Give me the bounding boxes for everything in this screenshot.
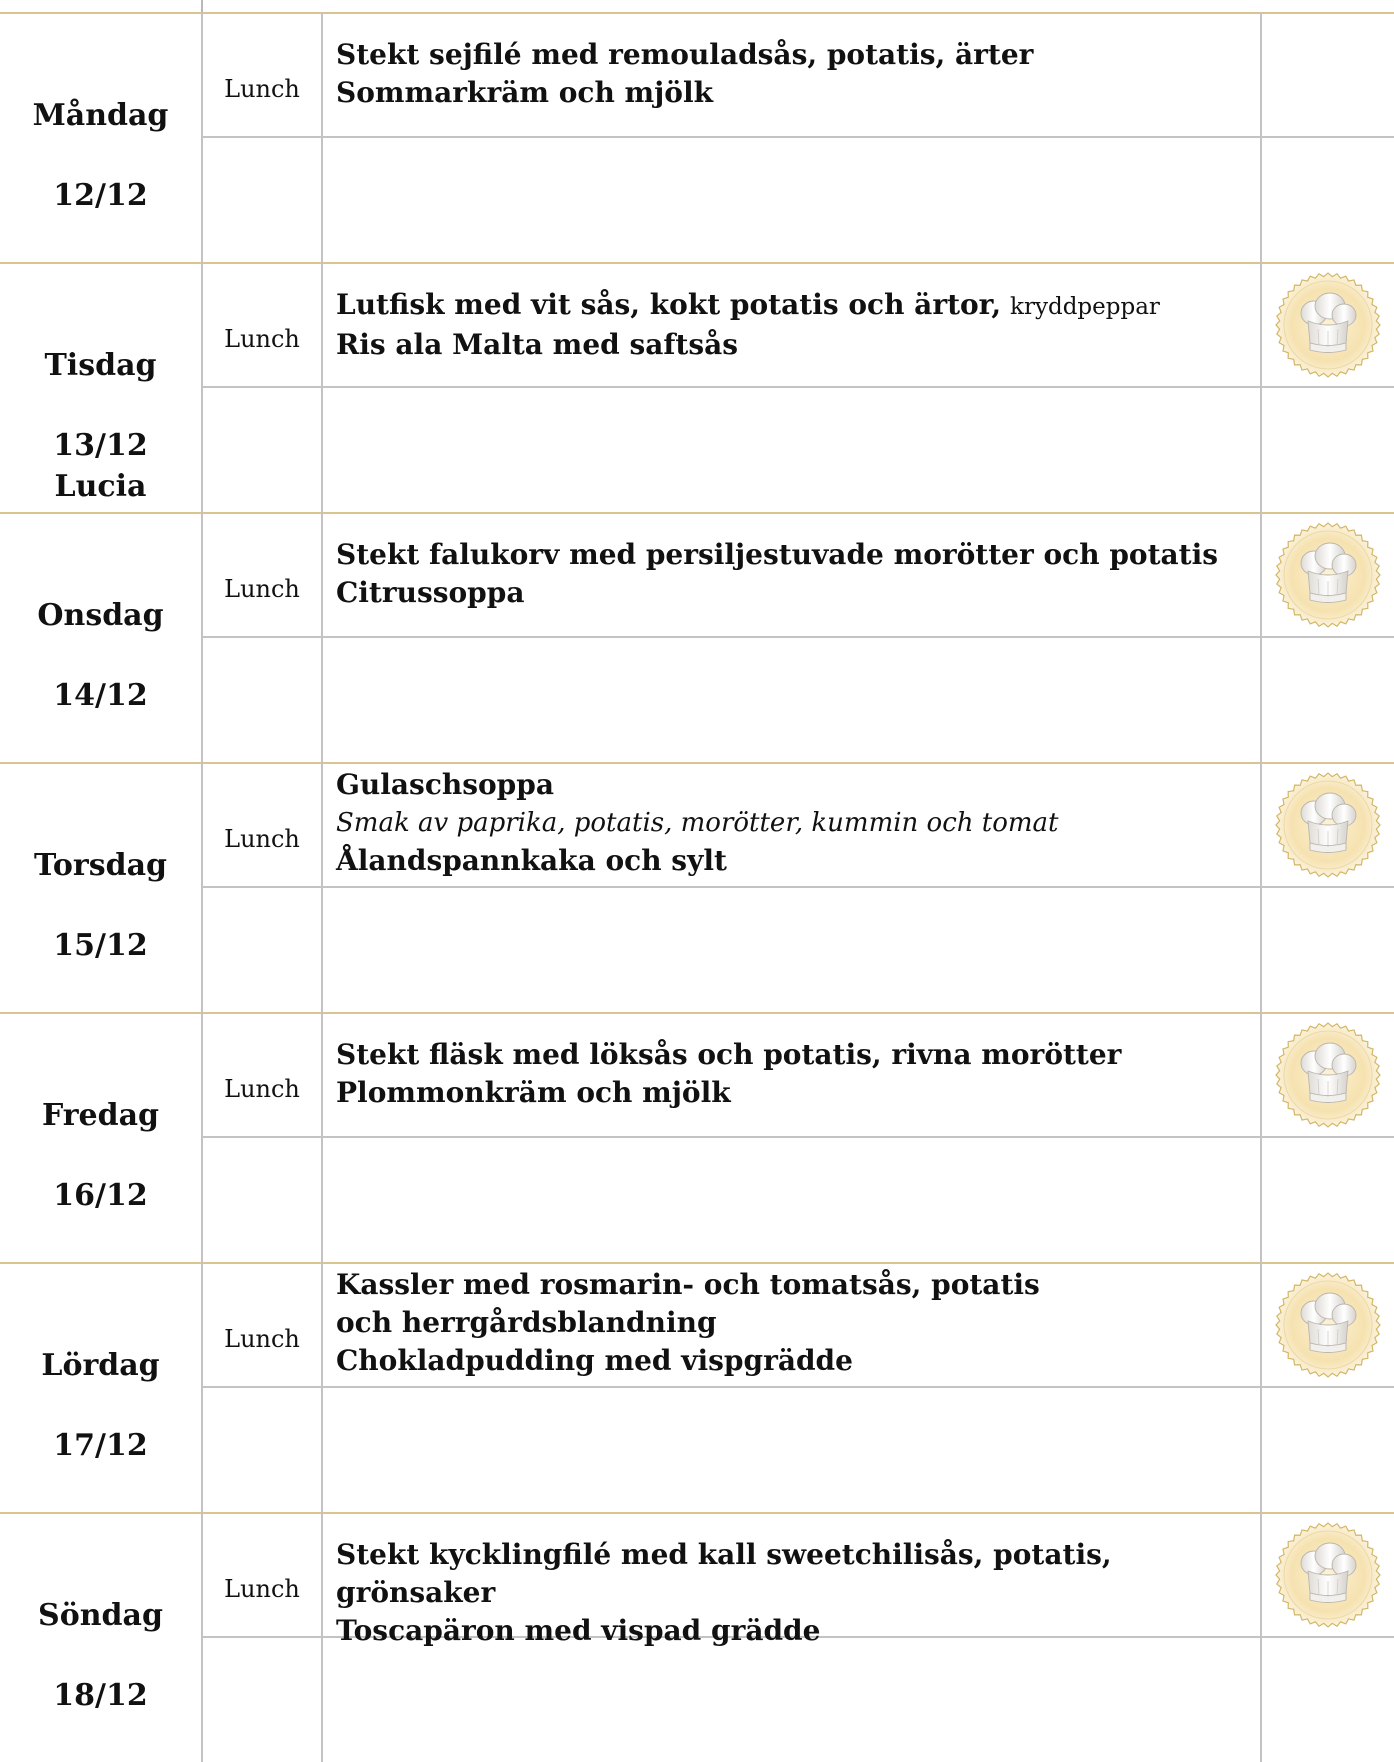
dish-list [336, 766, 1256, 880]
dish-list [336, 36, 1256, 112]
meal-label: Lunch [224, 1325, 300, 1353]
dish-main: Kassler med rosmarin- och tomatsås, potatis och herrgårdsblandning [336, 1268, 1040, 1339]
dish-main: Stekt sejfilé med remouladsås, potatis, ärter [336, 38, 1034, 71]
day-event: Lucia [54, 469, 147, 504]
day-block-fredag [0, 1012, 1394, 1262]
dish-main: Stekt fläsk med löksås och potatis, rivna morötter [336, 1038, 1122, 1071]
day-name: Lördag [41, 1348, 160, 1383]
day-block-torsdag [0, 762, 1394, 1012]
dish-dessert: Sommarkräm och mjölk [336, 76, 714, 109]
day-name: Måndag [32, 98, 169, 133]
day-separator [0, 12, 1394, 14]
grid-line [201, 886, 1394, 888]
day-name: Fredag [41, 1098, 160, 1133]
date-text: 13/12 [53, 428, 148, 463]
dish-main: Stekt falukorv med persiljestuvade morötter och potatis [336, 538, 1218, 571]
chef-hat-seal-icon [1274, 771, 1382, 879]
dish-description: Smak av paprika, potatis, morötter, kummin och tomat [336, 808, 1059, 838]
dish-main: Gulaschsoppa [336, 768, 554, 801]
dish-dessert: Ris ala Malta med saftsås [336, 328, 739, 361]
date-text: 16/12 [53, 1178, 148, 1213]
day-date [0, 675, 201, 716]
grid-line [201, 636, 1394, 638]
dish-note: kryddpeppar [1010, 294, 1160, 320]
day-date [0, 1425, 201, 1466]
grid-line [201, 1136, 1394, 1138]
day-name: Tisdag [44, 348, 157, 383]
day-date [0, 425, 201, 507]
dish-main: Lutfisk med vit sås, kokt potatis och ärtor, [336, 288, 1002, 321]
date-text: 18/12 [53, 1678, 148, 1713]
meal-label: Lunch [224, 75, 300, 103]
dish-list [336, 1266, 1066, 1380]
chef-hat-seal-icon [1274, 1521, 1382, 1629]
dish-line [336, 286, 1256, 326]
meal-label: Lunch [224, 1575, 300, 1603]
grid-line [201, 1386, 1394, 1388]
date-text: 12/12 [53, 178, 148, 213]
dish-list [336, 286, 1256, 364]
date-text: 17/12 [53, 1428, 148, 1463]
day-separator [0, 1512, 1394, 1514]
chef-hat-seal-icon [1274, 521, 1382, 629]
dish-dessert: Ålandspannkaka och sylt [336, 844, 727, 877]
dish-list [336, 1536, 1256, 1650]
meal-label: Lunch [224, 1075, 300, 1103]
grid-line [201, 386, 1394, 388]
day-block-lordag [0, 1262, 1394, 1512]
day-name: Onsdag [37, 598, 164, 633]
day-name: Torsdag [34, 848, 167, 883]
dish-dessert: Toscapäron med vispad grädde [336, 1614, 821, 1647]
day-date [0, 925, 201, 966]
meal-label: Lunch [224, 575, 300, 603]
day-date [0, 1675, 201, 1716]
day-date [0, 175, 201, 216]
date-text: 15/12 [53, 928, 148, 963]
day-separator [0, 512, 1394, 514]
day-separator [0, 262, 1394, 264]
day-name: Söndag [38, 1598, 163, 1633]
chef-hat-seal-icon [1274, 1271, 1382, 1379]
meal-label: Lunch [224, 825, 300, 853]
chef-hat-seal-icon [1274, 1021, 1382, 1129]
dish-list [336, 536, 1256, 612]
day-separator [0, 1262, 1394, 1264]
day-block-tisdag [0, 262, 1394, 512]
day-separator [0, 762, 1394, 764]
day-block-onsdag [0, 512, 1394, 762]
dish-dessert: Plommonkräm och mjölk [336, 1076, 731, 1109]
date-text: 14/12 [53, 678, 148, 713]
grid-line [201, 136, 1394, 138]
day-date [0, 1175, 201, 1216]
meal-label: Lunch [224, 325, 300, 353]
day-block-mandag [0, 12, 1394, 262]
day-block-sondag [0, 1512, 1394, 1762]
dish-dessert: Chokladpudding med vispgrädde [336, 1344, 853, 1377]
chef-hat-seal-icon [1274, 271, 1382, 379]
day-separator [0, 1012, 1394, 1014]
dish-main: Stekt kycklingfilé med kall sweetchilisås, potatis, grönsaker [336, 1538, 1112, 1609]
dish-list [336, 1036, 1256, 1112]
dish-dessert: Citrussoppa [336, 576, 525, 609]
